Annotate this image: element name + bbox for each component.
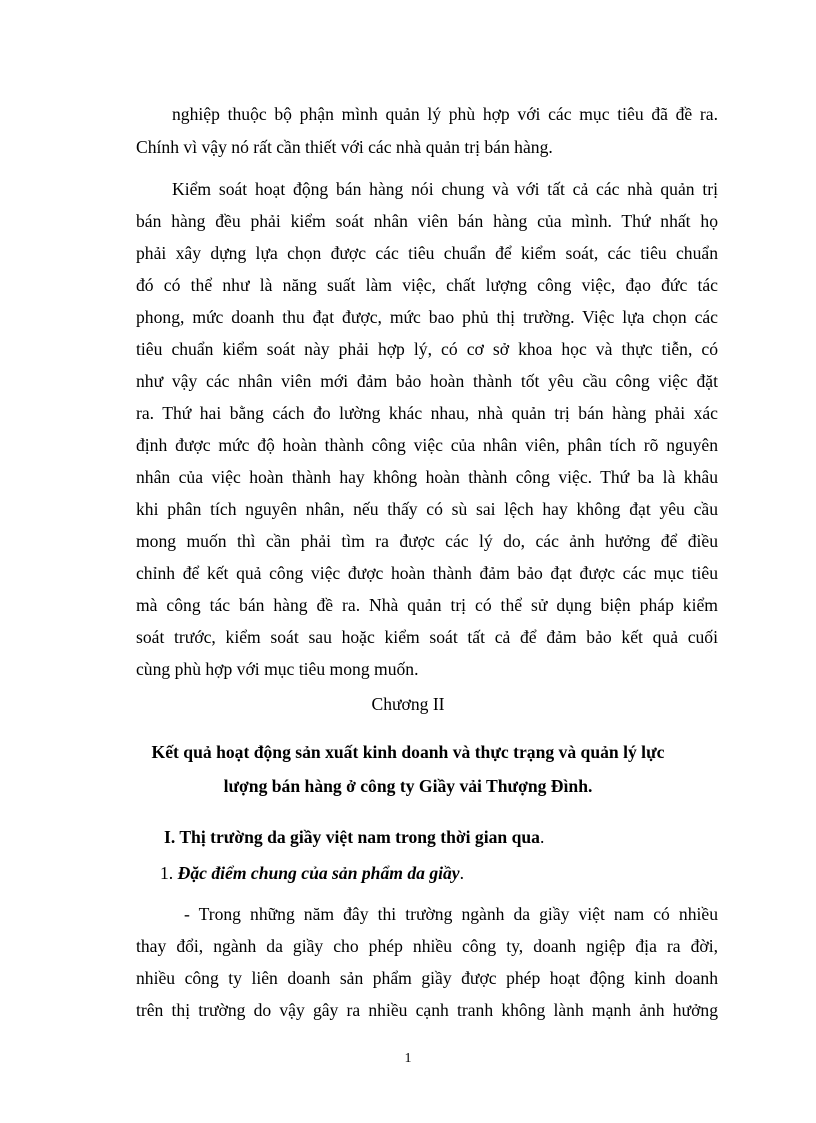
paragraph-2-line: như vậy các nhân viên mới đảm bảo hoàn thành tốt yêu cầu công việc đặt bbox=[136, 371, 718, 391]
section-heading-text: I. Thị trường da giầy việt nam trong thời gian qua bbox=[164, 827, 540, 847]
section-heading bbox=[164, 826, 544, 848]
chapter-title-line: lượng bán hàng ở công ty Giầy vải Thượng Đình. bbox=[223, 776, 593, 796]
paragraph-2-line: Kiểm soát hoạt động bán hàng nói chung và với tất cả các nhà quản trị bbox=[172, 179, 718, 199]
chapter-label: Chương II bbox=[371, 694, 445, 714]
paragraph-3-line: thay đổi, ngành da giầy cho phép nhiều công ty, doanh ngiệp địa ra đời, bbox=[136, 936, 718, 956]
paragraph-2-line: phong, mức doanh thu đạt được, mức bao phủ thị trường. Việc lựa chọn các bbox=[136, 307, 718, 327]
paragraph-3-line: nhiều công ty liên doanh sản phẩm giầy được phép hoạt động kinh doanh bbox=[136, 968, 718, 988]
paragraph-2-line: phải xây dựng lựa chọn được các tiêu chuẩn để kiểm soát, các tiêu chuẩn bbox=[136, 243, 718, 263]
paragraph-2-line: bán hàng đều phải kiểm soát nhân viên bán hàng của mình. Thứ nhất họ bbox=[136, 211, 718, 231]
paragraph-2-line: ra. Thứ hai bằng cách đo lường khác nhau, nhà quản trị bán hàng phải xác bbox=[136, 403, 718, 423]
chapter-title-line: Kết quả hoạt động sản xuất kinh doanh và thực trạng và quản lý lực bbox=[151, 742, 665, 762]
paragraph-2-line: mong muốn thì cần phải tìm ra được các lý do, các ảnh hưởng để điều bbox=[136, 531, 718, 551]
paragraph-2-line: cùng phù hợp với mục tiêu mong muốn. bbox=[136, 659, 419, 679]
paragraph-3-line: - Trong những năm đây thi trường ngành da giầy việt nam có nhiều bbox=[184, 904, 718, 924]
paragraph-2-line: mà công tác bán hàng đề ra. Nhà quản trị có thể sử dụng biện pháp kiểm bbox=[136, 595, 718, 615]
paragraph-2-line: đó có thể như là năng suất làm việc, chất lượng công việc, đạo đức tác bbox=[136, 275, 718, 295]
subsection-heading-period: . bbox=[459, 863, 465, 883]
paragraph-1-line: Chính vì vậy nó rất cần thiết với các nhà quản trị bán hàng. bbox=[136, 137, 553, 157]
paragraph-1-line: nghiệp thuộc bộ phận mình quản lý phù hợp với các mục tiêu đã đề ra. bbox=[172, 104, 718, 124]
paragraph-2-line: soát trước, kiểm soát sau hoặc kiểm soát tất cả để đảm bảo kết quả cuối bbox=[136, 627, 718, 647]
paragraph-3-line: trên thị trường do vậy gây ra nhiều cạnh tranh không lành mạnh ảnh hưởng bbox=[136, 1000, 718, 1020]
paragraph-2-line: định được mức độ hoàn thành công việc của nhân viên, phân tích rõ nguyên bbox=[136, 435, 718, 455]
paragraph-2-line: khi phân tích nguyên nhân, nếu thấy có sù sai lệch hay không đạt yêu cầu bbox=[136, 499, 718, 519]
section-heading-period: . bbox=[539, 827, 545, 847]
subsection-number: 1. bbox=[160, 863, 174, 883]
subsection-heading bbox=[160, 862, 464, 884]
subsection-heading-text: Đặc điểm chung của sản phẩm da giầy bbox=[177, 863, 460, 883]
paragraph-2-line: chỉnh để kết quả công việc được hoàn thành đảm bảo đạt được các mục tiêu bbox=[136, 563, 718, 583]
paragraph-2-line: nhân của việc hoàn thành hay không hoàn thành công việc. Thứ ba là khâu bbox=[136, 467, 718, 487]
page-number: 1 bbox=[404, 1051, 412, 1066]
paragraph-2-line: tiêu chuẩn kiểm soát này phải hợp lý, có cơ sở khoa học và thực tiễn, có bbox=[136, 339, 718, 359]
